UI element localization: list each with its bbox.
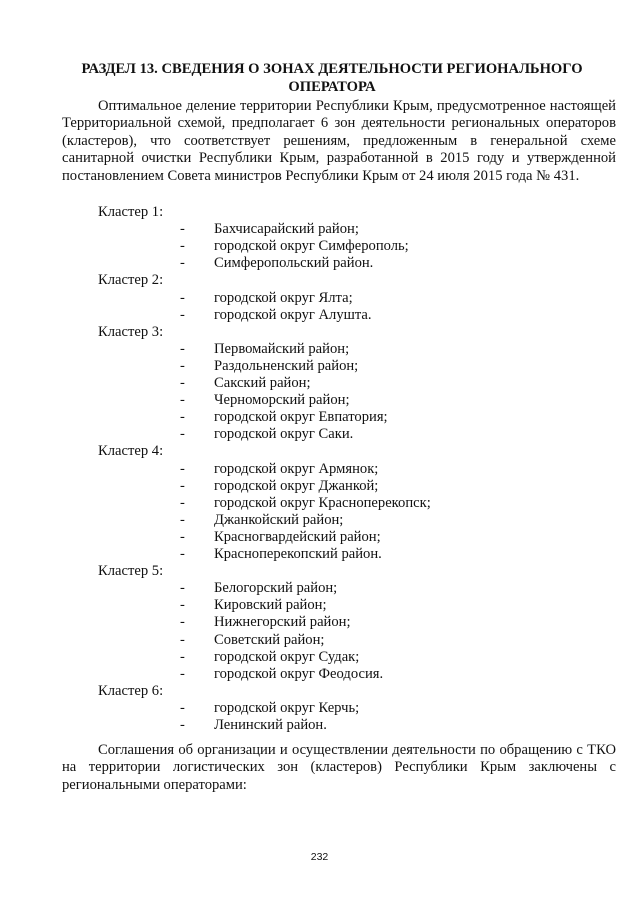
list-dash: - — [180, 289, 185, 306]
list-dash: - — [180, 238, 185, 255]
list-dash: - — [180, 597, 185, 614]
cluster-list-item: городской округ Красноперекопск; — [214, 494, 431, 511]
cluster-list-item: Красногвардейский район; — [214, 528, 381, 545]
list-dash: - — [180, 494, 185, 511]
cluster-list-item: Раздольненский район; — [214, 357, 359, 374]
cluster-list-item: Бахчисарайский район; — [214, 221, 359, 238]
cluster-label: Кластер 4: — [98, 443, 164, 460]
cluster-label: Кластер 1: — [98, 204, 164, 220]
cluster-list-item: городской округ Керчь; — [214, 699, 360, 716]
list-dash: - — [180, 255, 185, 272]
cluster-list-item: городской округ Евпатория; — [214, 409, 388, 426]
list-dash: - — [180, 357, 185, 374]
cluster-list-item: Ленинский район. — [214, 717, 327, 733]
cluster-list-item: городской округ Армянок; — [214, 460, 379, 477]
list-dash: - — [180, 546, 185, 562]
cluster-list-item: городской округ Феодосия. — [214, 665, 384, 682]
list-dash: - — [180, 477, 185, 494]
list-dash: - — [180, 221, 185, 238]
page-number: 232 — [310, 851, 329, 863]
list-dash: - — [180, 631, 185, 648]
cluster-list-item: Черноморский район; — [214, 392, 350, 409]
cluster-list-item: Советский район; — [214, 631, 325, 648]
list-dash: - — [180, 717, 185, 733]
cluster-label: Кластер 5: — [98, 563, 164, 580]
cluster-list-item: Белогорский район; — [214, 580, 338, 597]
list-dash: - — [180, 511, 185, 528]
cluster-list-item: Симферопольский район. — [214, 255, 374, 272]
list-dash: - — [180, 426, 185, 443]
cluster-list-item: Первомайский район; — [214, 340, 350, 357]
list-dash: - — [180, 580, 185, 597]
list-dash: - — [180, 528, 185, 545]
cluster-list-item: Красноперекопский район. — [214, 546, 382, 562]
section-title: РАЗДЕЛ 13. СВЕДЕНИЯ О ЗОНАХ ДЕЯТЕЛЬНОСТИ РЕГИОНАЛЬНОГО ОПЕРАТОРА — [81, 61, 583, 95]
intro-paragraph: Оптимальное деление территории Республики Крым, предусмотренное настоящей Территориальной схемой, предполагает 6 зон деятельности региональных операторов (кластеров), что соответствует решениям, предложенным в генеральной схеме санитарной очистки Республики Крым, разработанной в 2015 году и утвержденной постановлением Совета министров Республики Крым от 24 июля 2015 года № 431. — [62, 98, 616, 184]
list-dash: - — [180, 460, 185, 477]
cluster-list-item: Джанкойский район; — [214, 511, 344, 528]
list-dash: - — [180, 665, 185, 682]
cluster-list-item: городской округ Симферополь; — [214, 238, 409, 255]
list-dash: - — [180, 340, 185, 357]
cluster-list-item: городской округ Алушта. — [214, 306, 372, 323]
cluster-list-item: городской округ Судак; — [214, 648, 360, 665]
cluster-list-item: городской округ Ялта; — [214, 289, 353, 306]
list-dash: - — [180, 306, 185, 323]
cluster-label: Кластер 3: — [98, 323, 164, 340]
list-dash: - — [180, 699, 185, 716]
cluster-list-item: городской округ Саки. — [214, 426, 354, 443]
cluster-label: Кластер 6: — [98, 682, 164, 699]
list-dash: - — [180, 375, 185, 391]
cluster-list-item: городской округ Джанкой; — [214, 477, 379, 494]
cluster-list-item: Сакский район; — [214, 375, 311, 391]
closing-paragraph: Соглашения об организации и осуществлении деятельности по обращению с ТКО на территории логистических зон (кластеров) Республики Крым заключены с региональными операторами: — [62, 742, 616, 793]
cluster-list-item: Нижнегорский район; — [214, 614, 351, 631]
list-dash: - — [180, 648, 185, 665]
cluster-list-item: Кировский район; — [214, 597, 327, 614]
list-dash: - — [180, 392, 185, 409]
list-dash: - — [180, 614, 185, 631]
list-dash: - — [180, 409, 185, 426]
cluster-label: Кластер 2: — [98, 272, 164, 289]
